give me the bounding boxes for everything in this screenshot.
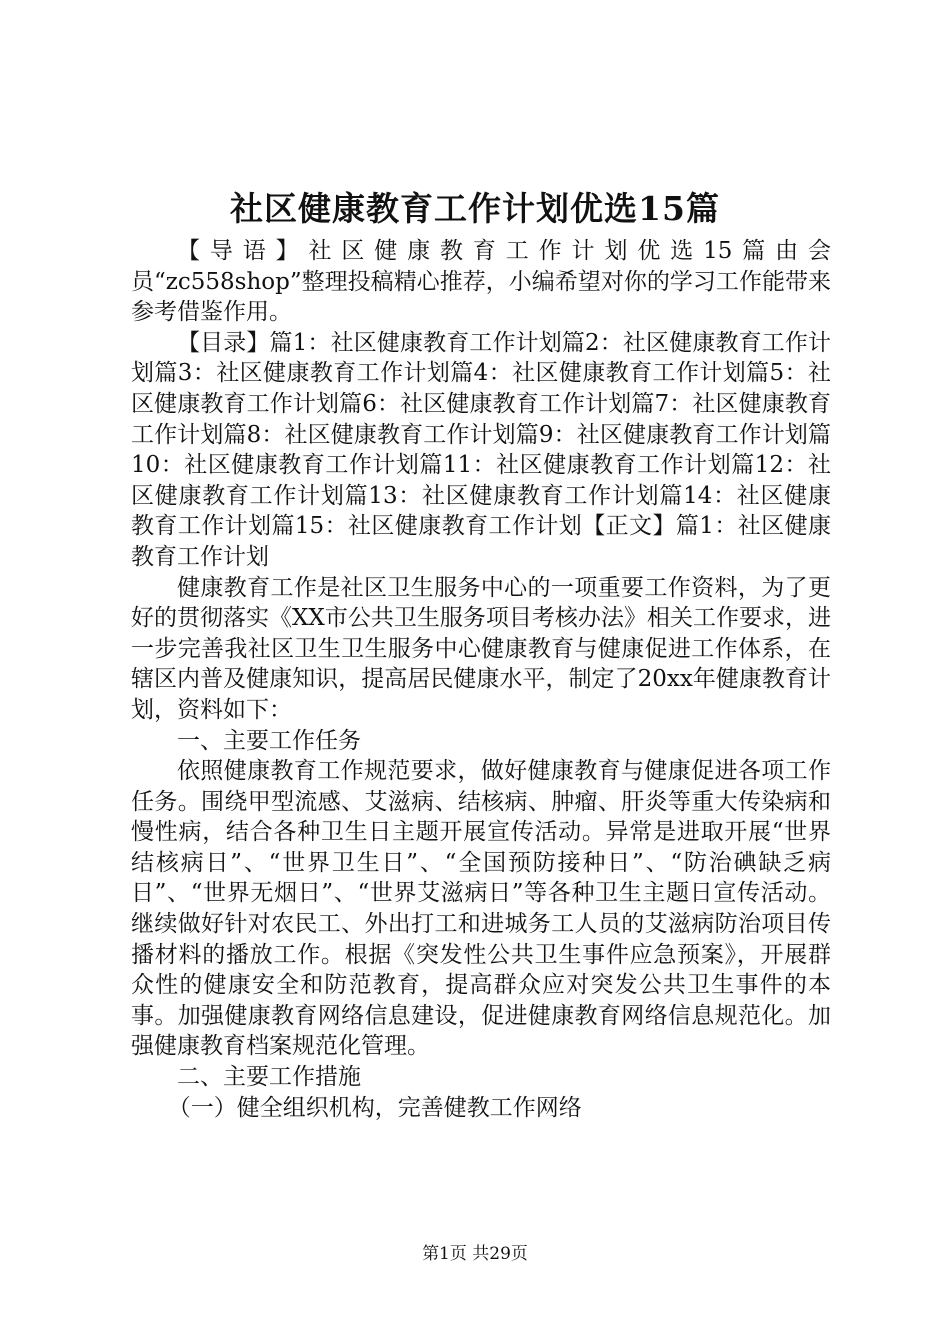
paragraph-intro: 【导语】社区健康教育工作计划优选15篇由会员“zc558shop”整理投稿精心推荐，小编希望对你的学习工作能带来参考借鉴作用。: [131, 238, 831, 326]
paragraph-tasks: 依照健康教育工作规范要求，做好健康教育与健康促进各项工作任务。围绕甲型流感、艾滋病、结核病、肿瘤、肝炎等重大传染病和慢性病，结合各种卫生日主题开展宣传活动。异常是进取开展“世界结核病日”、“世界卫生日”、“全国预防接种日”、“防治碘缺乏病日”、“世界无烟日”、“世界艾滋病日”等各种卫生主题日宣传活动。继续做好针对农民工、外出打工和进城务工人员的艾滋病防治项目传播材料的播放工作。根据《突发性公共卫生事件应急预案》，开展群众性的健康安全和防范教育，提高群众应对突发公共卫生事件的本事。加强健康教育网络信息建设，促进健康教育网络信息规范化。加强健康教育档案规范化管理。: [131, 758, 831, 1060]
section-heading-tasks: 一、主要工作任务: [177, 727, 361, 754]
page-footer: 第1页 共29页: [422, 1244, 528, 1264]
paragraph-overview: 健康教育工作是社区卫生服务中心的一项重要工作资料，为了更好的贯彻落实《XX市公共卫生服务项目考核办法》相关工作要求，进一步完善我社区卫生卫生服务中心健康教育与健康促进工作体系，在辖区内普及健康知识，提高居民健康水平，制定了20xx年健康教育计划，资料如下：: [131, 574, 831, 723]
paragraph-toc: 【目录】篇1：社区健康教育工作计划篇2：社区健康教育工作计划篇3：社区健康教育工作计划篇4：社区健康教育工作计划篇5：社区健康教育工作计划篇6：社区健康教育工作计划篇7：社区健康教育工作计划篇8：社区健康教育工作计划篇9：社区健康教育工作计划篇10：社区健康教育工作计划篇11：社区健康教育工作计划篇12：社区健康教育工作计划篇13：社区健康教育工作计划篇14：社区健康教育工作计划篇15：社区健康教育工作计划【正文】篇1：社区健康教育工作计划: [131, 329, 831, 570]
document-body: [131, 236, 831, 1123]
section-heading-measures: 二、主要工作措施: [177, 1064, 361, 1091]
document-title: 社区健康教育工作计划优选15篇: [230, 189, 720, 228]
subsection-heading-organization: （一）健全组织机构，完善健教工作网络: [167, 1094, 582, 1121]
